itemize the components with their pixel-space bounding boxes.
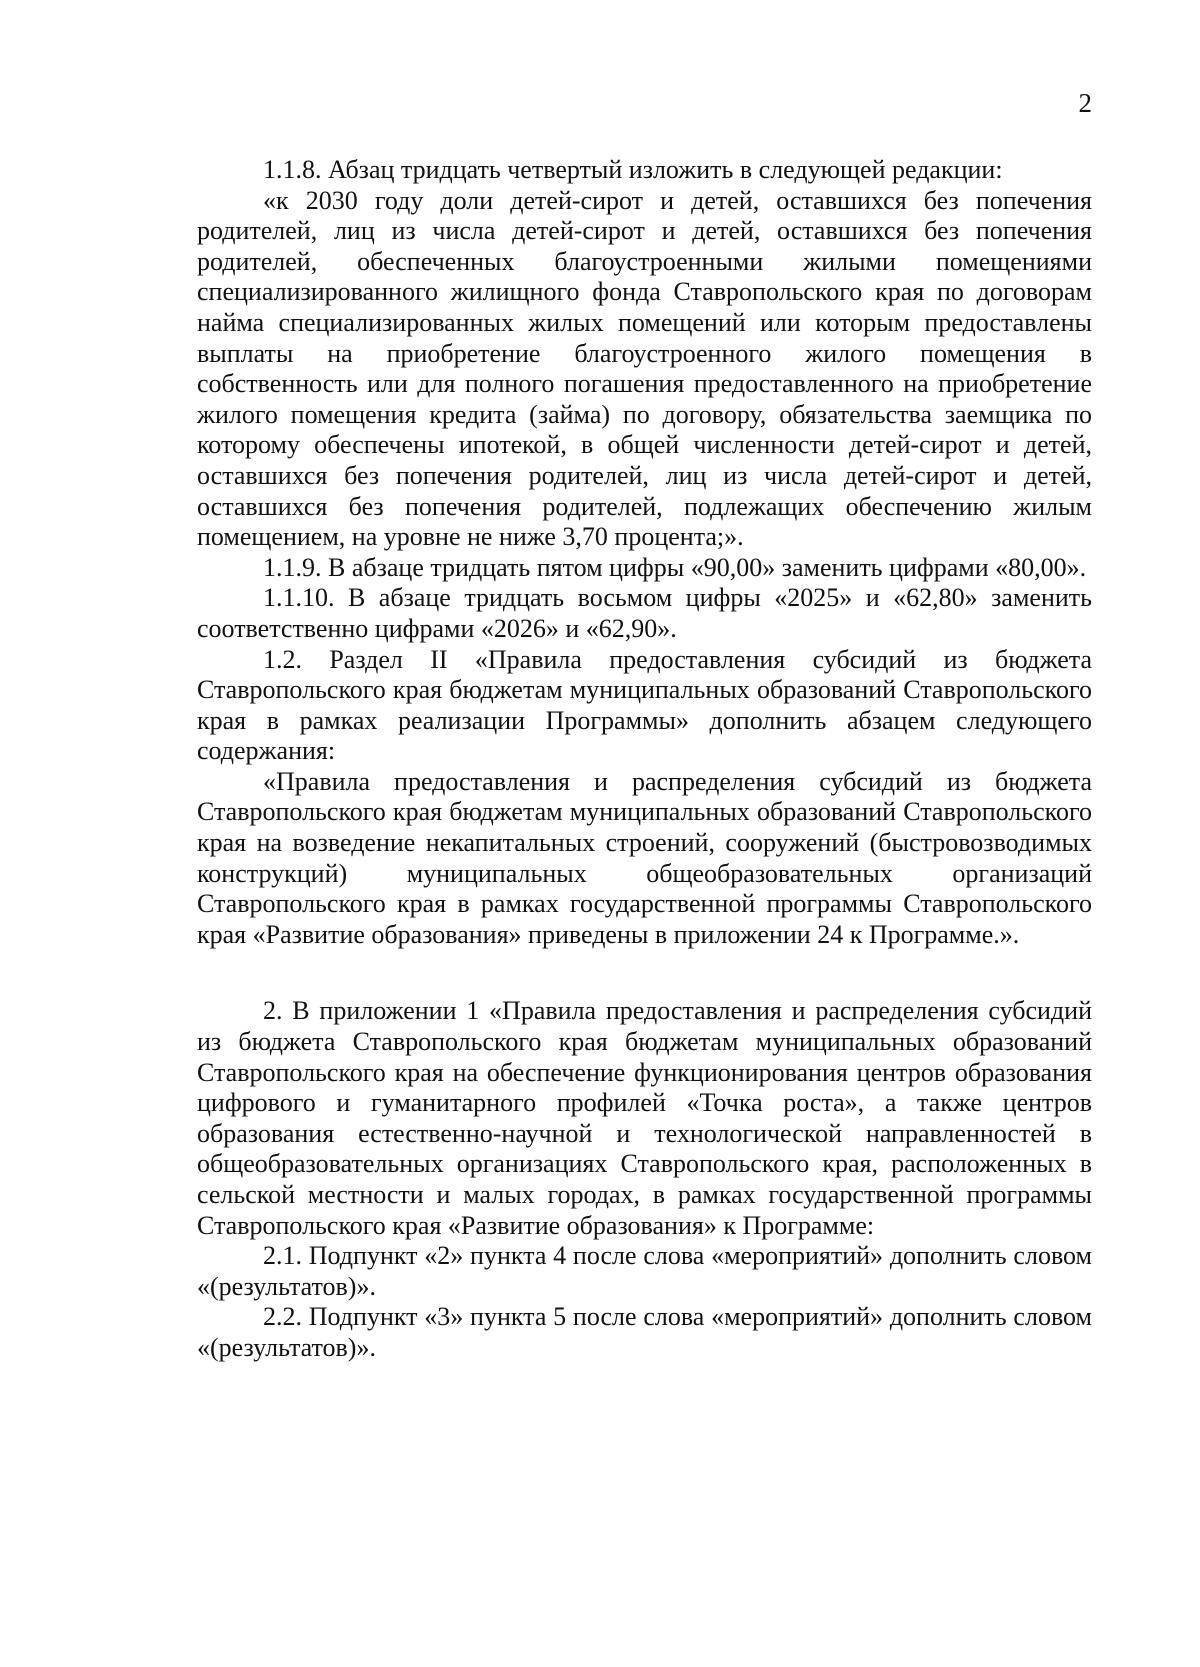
paragraph-quote-2030-target: «к 2030 году доли детей-сирот и детей, оставшихся без попечения родителей, лиц из числа детей-сирот и детей, оставшихся без попечения родителей, обеспеченных благоустроенными жилыми помещениями специализированного жилищного фонда Ставропольского края по договорам найма специализированных жилых помещений или которым предоставлены выплаты на приобретение благоустроенного жилого помещения в собственность или для полного погашения предоставленного на приобретение жилого помещения кредита (займа) по договору, обязательства заемщика по которому обеспечены ипотекой, в общей численности детей-сирот и детей, оставшихся без попечения родителей, лиц из числа детей-сирот и детей, оставшихся без попечения родителей, подлежащих обеспечению жилым помещением, на уровне не ниже 3,70 процента;». [197, 185, 1092, 552]
section-gap [197, 950, 1092, 996]
paragraph-2-2: 2.2. Подпункт «3» пункта 5 после слова «мероприятий» дополнить словом «(результатов)». [197, 1302, 1092, 1362]
paragraph-quote-rules: «Правила предоставления и распределения субсидий из бюджета Ставропольского края бюджетам муниципальных образований Ставропольского края на возведение некапитальных строений, сооружений (быстровозводимых конструкций) муниципальных общеобразовательных организаций Ставропольского края в рамках государственной программы Ставропольского края «Развитие образования» приведены в приложении 24 к Программе.». [197, 766, 1092, 949]
paragraph-1-1-9: 1.1.9. В абзаце тридцать пятом цифры «90,00» заменить цифрами «80,00». [263, 552, 1087, 582]
document-body [197, 155, 1092, 1364]
paragraph-2: 2. В приложении 1 «Правила предоставления и распределения субсидий из бюджета Ставропольского края бюджетам муниципальных образований Ставропольского края на обеспечение функционирования центров образования цифрового и гуманитарного профилей «Точка роста», а также центров образования естественно-научной и технологической направленностей в общеобразовательных организациях Ставропольского края, расположенных в сельской местности и малых городах, в рамках государственной программы Ставропольского края «Развитие образования» к Программе: [197, 996, 1092, 1240]
paragraph-2-1: 2.1. Подпункт «2» пункта 4 после слова «мероприятий» дополнить словом «(результатов)». [197, 1241, 1092, 1301]
paragraph-1-1-10: 1.1.10. В абзаце тридцать восьмом цифры «2025» и «62,80» заменить соответственно цифрами «2026» и «62,90». [197, 583, 1092, 643]
paragraph-1-1-8: 1.1.8. Абзац тридцать четвертый изложить в следующей редакции: [263, 155, 1003, 184]
paragraph-1-2: 1.2. Раздел II «Правила предоставления субсидий из бюджета Ставропольского края бюджетам муниципальных образований Ставропольского края в рамках реализации Программы» дополнить абзацем следующего содержания: [197, 644, 1092, 766]
page-number: 2 [1078, 88, 1092, 118]
